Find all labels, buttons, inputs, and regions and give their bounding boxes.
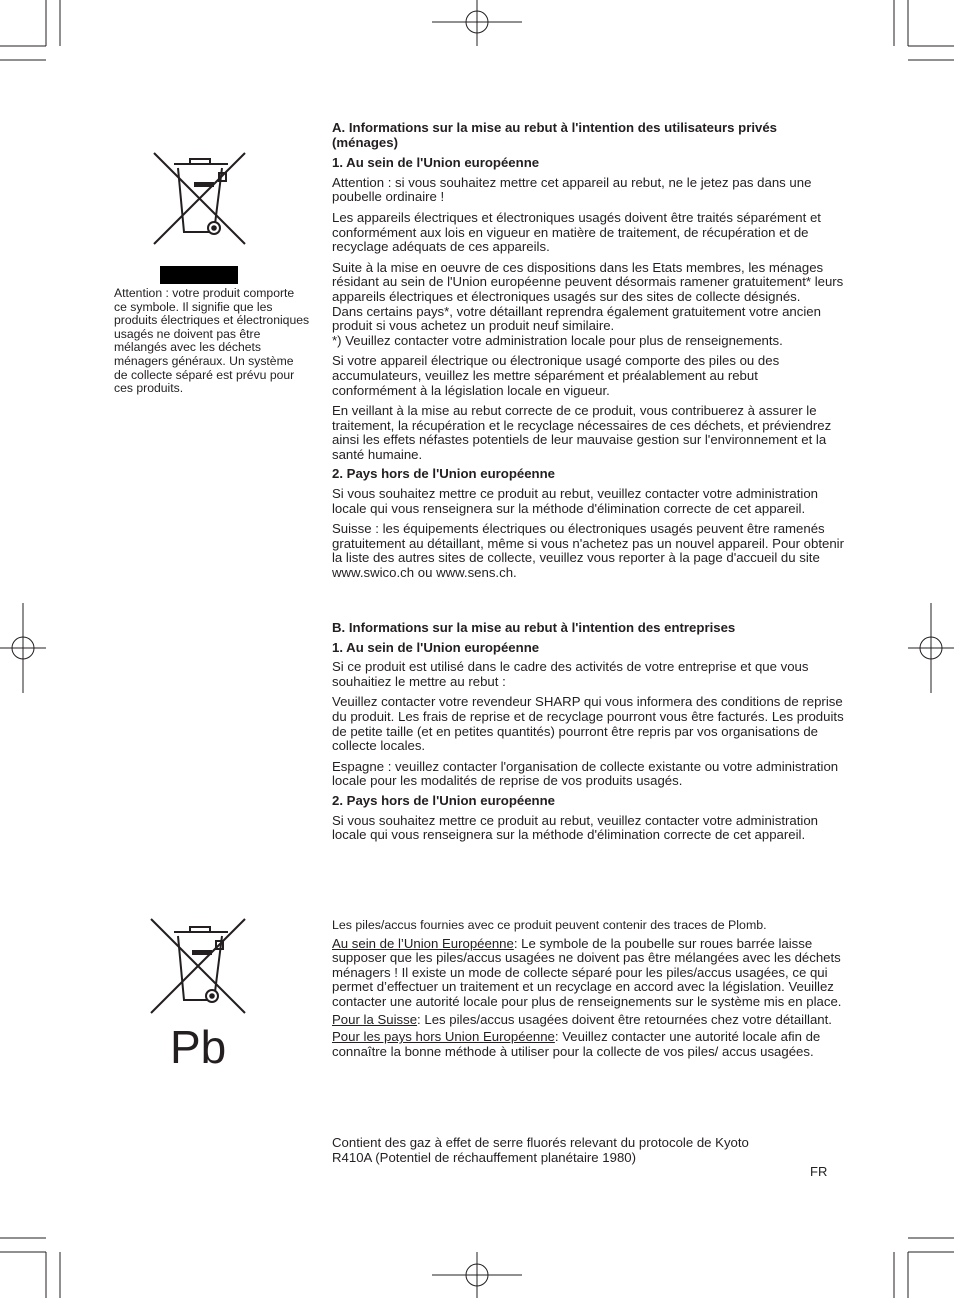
section-a-sub1: 1. Au sein de l'Union européenne: [332, 155, 540, 171]
crossed-battery-bin-icon: [150, 918, 248, 1016]
batteries-non-eu-label: Pour les pays hors Union Européenne: [332, 1029, 555, 1045]
section-a-p4: Si votre appareil électrique ou électronique usagé comporte des piles ou des accumulateurs, veuillez les mettre séparément et préalablement au rebut conformément à la législation locale en vigueur.: [332, 353, 780, 398]
section-b-p2: Veuillez contacter votre revendeur SHARP qui vous informera des conditions de reprise du produit. Les frais de reprise et de recyclage pourront vous être facturés. Les produits de petite taille (et en petites quantités) pourront être repris par vos organisations de collecte locales.: [332, 694, 844, 754]
section-b-p1: Si ce produit est utilisé dans le cadre des activités de votre entreprise et que vous souhaitiez le mettre au rebut :: [332, 659, 809, 689]
section-b: [332, 621, 844, 843]
batteries-eu: [332, 937, 844, 1010]
section-a-p3b: Dans certains pays*, votre détaillant reprendra également gratuitement votre ancien produit si vous achetez un produit neuf similaire.: [332, 303, 821, 334]
batteries-ch-text: : Les piles/accus usagées doivent être retournées chez votre détaillant.: [417, 1011, 832, 1027]
section-b-heading: B. Informations sur la mise au rebut à l'intention des entreprises: [332, 620, 736, 635]
section-a-p6: Si vous souhaitez mettre ce produit au rebut, veuillez contacter votre administration locale qui vous renseignera sur la méthode d'élimination correcte de cet appareil.: [332, 486, 818, 516]
section-a-heading: A. Informations sur la mise au rebut à l'intention des utilisateurs privés (ménages): [332, 120, 778, 150]
section-b-sub1: 1. Au sein de l'Union européenne: [332, 639, 540, 655]
gas-notice: [332, 1136, 844, 1165]
batteries-non-eu-text: : Veuillez contacter une autorité locale afin de connaître la bonne méthode à utiliser pour la collecte de vos piles/ accus usagées.: [332, 1029, 821, 1059]
section-b-p4: Si vous souhaitez mettre ce produit au rebut, veuillez contacter votre administration locale qui vous renseignera sur la méthode d'élimination correcte de cet appareil.: [332, 812, 818, 843]
batteries-ch: [332, 1013, 844, 1028]
batteries-ch-label: Pour la Suisse: [332, 1011, 418, 1027]
batteries-eu-label: Au sein de l’Union Européenne: [332, 935, 514, 951]
section-a: [332, 121, 844, 581]
section-b-sub2: 2. Pays hors de l'Union européenne: [332, 792, 555, 808]
lead-symbol: Pb: [170, 1021, 227, 1073]
section-a-sub2: 2. Pays hors de l'Union européenne: [332, 466, 555, 482]
batteries-eu-text: : Le symbole de la poubelle sur roues barrée laisse supposer que les piles/accus usagées ne doivent pas être mélangées avec les déchets ménagers ! Il existe un mode de collecte séparé pour les piles/accus usagées, ce qui permet d’effectuer un traitement et un recyclage en accord avec la législation. Veuillez contacter une autorité locale pour plus de renseignements sur le système mis en place.: [332, 935, 842, 1009]
batteries-non-eu: [332, 1030, 844, 1059]
language-code: FR: [810, 1164, 828, 1179]
section-a-p2: Les appareils électriques et électroniques usagés doivent être traités séparément et conformément aux lois en vigueur en matière de traitement, de récupération et de recyclage adéquats de ces appareils.: [332, 209, 821, 255]
section-a-p1: Attention : si vous souhaitez mettre cet appareil au rebut, ne le jetez pas dans une poubelle ordinaire !: [332, 174, 812, 205]
sidebar-caption: Attention : votre produit comporte ce symbole. Il signifie que les produits électriques et électroniques usagés ne doivent pas être mélangés avec les déchets ménagers généraux. Un système de collecte séparé est prévu pour ces produits.: [114, 286, 310, 396]
section-a-p5: En veillant à la mise au rebut correcte de ce produit, vous contribuerez à assurer le traitement, la récupération et le recyclage nécessaires de ces déchets, et préviendrez ainsi les effets néfastes potentiels de leur mauvaise gestion sur l'environnement et la santé humaine.: [332, 403, 832, 462]
section-a-p3c: *) Veuillez contacter votre administration locale pour plus de renseignements.: [332, 332, 783, 348]
batteries-section: [332, 918, 844, 1059]
section-a-p7: Suisse : les équipements électriques ou électroniques usagés peuvent être ramenés gratuitement au détaillant, même si vous n'achetez pas un nouvel appareil. Pour obtenir la liste des autres sites de collecte, veuillez vous reporter à la page d'accueil du site www.swico.ch ou www.sens.ch.: [332, 521, 845, 581]
symbol-bar: [160, 266, 238, 284]
gas-line1: Contient des gaz à effet de serre fluorés relevant du protocole de Kyoto: [332, 1135, 749, 1150]
batteries-intro: Les piles/accus fournies avec ce produit peuvent contenir des traces de Plomb.: [332, 918, 767, 932]
crossed-bin-icon: [150, 150, 248, 248]
section-a-p3: Suite à la mise en oeuvre de ces dispositions dans les Etats membres, les ménages résidant au sein de l'Union européenne peuvent désormais ramener gratuitement* leurs appareils électriques et électroniques usagés sur des sites de collecte désignés.: [332, 259, 844, 304]
gas-line2: R410A (Potentiel de réchauffement planétaire 1980): [332, 1149, 637, 1165]
section-b-p3: Espagne : veuillez contacter l'organisation de collecte existante ou votre administration locale pour les modalités de reprise de vos produits usagés.: [332, 758, 839, 789]
